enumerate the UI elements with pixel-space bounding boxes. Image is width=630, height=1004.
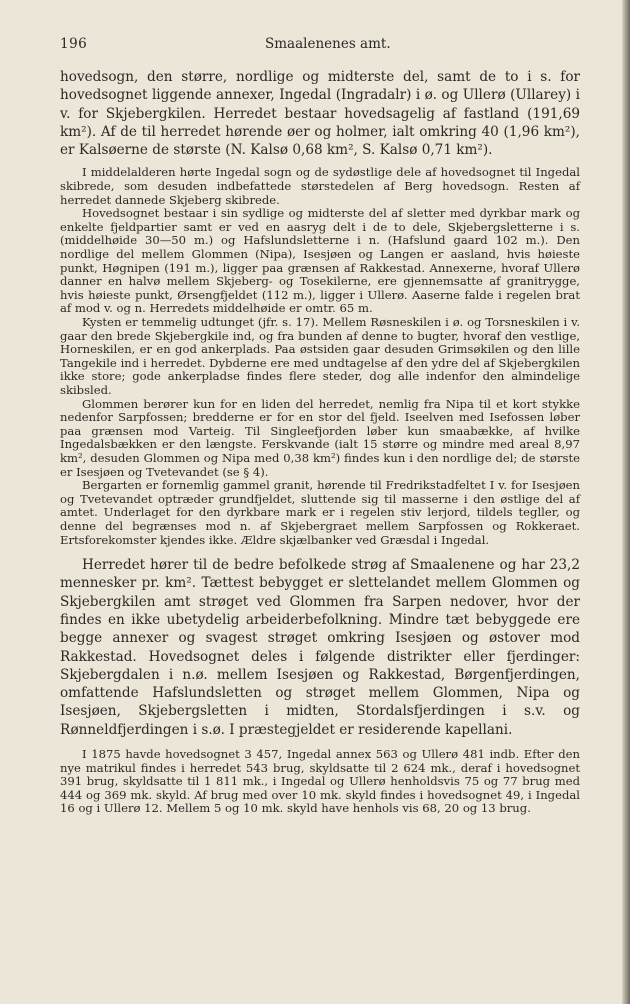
paragraph-intro: hovedsogn, den større, nordlige og midterste del, samt de to i s. for hovedsognet liggende annexer, Ingedal (Ingradalr) i ø. og Ullerø (Ullarey) i v. for Skjebergkilen. Herredet bestaar hovedsagelig af fastland (191,69 km²). Af de til herredet hørende øer og holmer, ialt omkring 40 (1,96 km²), er Kalsøerne de største (N. Kalsø 0,68 km², S. Kalsø 0,71 km²). — [60, 69, 580, 159]
paragraph-population: Herredet hører til de bedre befolkede strøg af Smaalenene og har 23,2 mennesker pr. km². Tættest bebygget er slettelandet mellem Glommen og Skjebergkilen amt strøget ved Glommen fra Sarpen nedover, hvor der findes en ikke ubetydelig arbeiderbefolkning. Mindre tæt bebyggede ere begge annexer og svagest strøget omkring Isesjøen og østover mod Rakkestad. Hovedsognet deles i følgende distrikter eller fjerdinger: Skjebergdalen i n.ø. mellem Isesjøen og Rakkestad, Børgenfjerdingen, omfattende Hafslundsletten og strøget mellem Glommen, Nipa og Isesjøen, Skjebergsletten i midten, Stordalsfjerdingen i s.v. og Rønneldfjerdingen i s.ø. I præstegjeldet er residerende kapellani. — [60, 557, 580, 738]
paragraph-waters: Glommen berører kun for en liden del herredet, nemlig fra Nipa til et kort stykke nedenfor Sarpfossen; bredderne er for en stor del fjeld. Iseelven med Isefossen løber paa grænsen mod Varteig. Til Singleefjorden løber kun smaabække, af hvilke Ingedalsbækken er den længste. Ferskvande (ialt 15 større og mindre med areal 8,97 km², desuden Glommen og Nipa med 0,38 km²) findes kun i den nordlige del; de største er Isesjøen og Tvetevandet (se § 4). — [60, 396, 580, 479]
page-number: 196 — [60, 36, 88, 52]
page-body — [60, 68, 580, 816]
paragraph-geology: Bergarten er fornemlig gammel granit, hørende til Fredrikstadfeltet I v. for Isesjøen og Tvetevandet optræder grundfjeldet, sluttende sig til masserne i den østlige del af amtet. Underlaget for den dyrkbare mark er i regelen stiv lerjord, tildels tegller, og denne del begrænses mod n. af Skjebergraet mellem Sarpfossen og Rokkeraet. Ertsforekomster kjendes ikke. Ældre skjælbanker ved Græsdal i Ingedal. — [60, 478, 580, 547]
paragraph-coast: Kysten er temmelig udtunget (jfr. s. 17). Mellem Røsneskilen i ø. og Torsneskilen i v. gaar den brede Skjebergkile ind, og fra bunden af denne to bugter, hvoraf den vestlige, Horneskilen, er en god ankerplads. Paa østsiden gaar desuden Grimsøkilen og den lille Tangekile ind i herredet. Dybderne ere med undtagelse af den ydre del af Skjebergkilen ikke store; gode ankerpladse findes flere steder, dog alle indenfor den almindelige skibsled. — [60, 315, 580, 397]
running-header — [60, 36, 580, 56]
paragraph-history: I middelalderen hørte Ingedal sogn og de sydøstlige dele af hovedsognet til Ingedal skibrede, som desuden indbefattede størstedelen af Berg hovedsogn. Resten af herredet dannede Skjeberg skibrede. — [60, 165, 580, 207]
page-edge-shadow — [622, 0, 630, 1004]
paragraph-statistics: I 1875 havde hovedsognet 3 457, Ingedal annex 563 og Ullerø 481 indb. Efter den nye matrikul findes i herredet 543 brug, skyldsatte til 2 624 mk., deraf i hovedsognet 391 brug, skyldsatte til 1 811 mk., i Ingedal og Ullerø henholdsvis 75 og 77 brug med 444 og 369 mk. skyld. Af brug med over 10 mk. skyld findes i hovedsognet 49, i Ingedal 16 og i Ullerø 12. Mellem 5 og 10 mk. skyld have henhols vis 68, 20 og 13 brug. — [60, 747, 580, 816]
running-title: Smaalenenes amt. — [265, 36, 391, 52]
paragraph-terrain: Hovedsognet bestaar i sin sydlige og midterste del af sletter med dyrkbar mark og enkelte fjeldpartier samt er ved en aasryg delt i de to dele, Skjebergsletterne i s. (middelhøide 30—50 m.) og Hafslundsletterne i n. (Hafslund gaard 102 m.). Den nordlige del mellem Glommen (Nipa), Isesjøen og Langen er aasland, hvis høieste punkt, Høgnipen (191 m.), ligger paa grænsen af Rakkestad. Annexerne, hvoraf Ullerø danner en halvø mellem Skjeberg- og Tosekilerne, ere gjennemsatte af granitrygge, hvis høieste punkt, Ørsengfjeldet (112 m.), ligger i Ullerø. Aaserne falde i regelen brat af mod v. og n. Herredets middelhøide er omtr. 65 m. — [60, 206, 580, 316]
